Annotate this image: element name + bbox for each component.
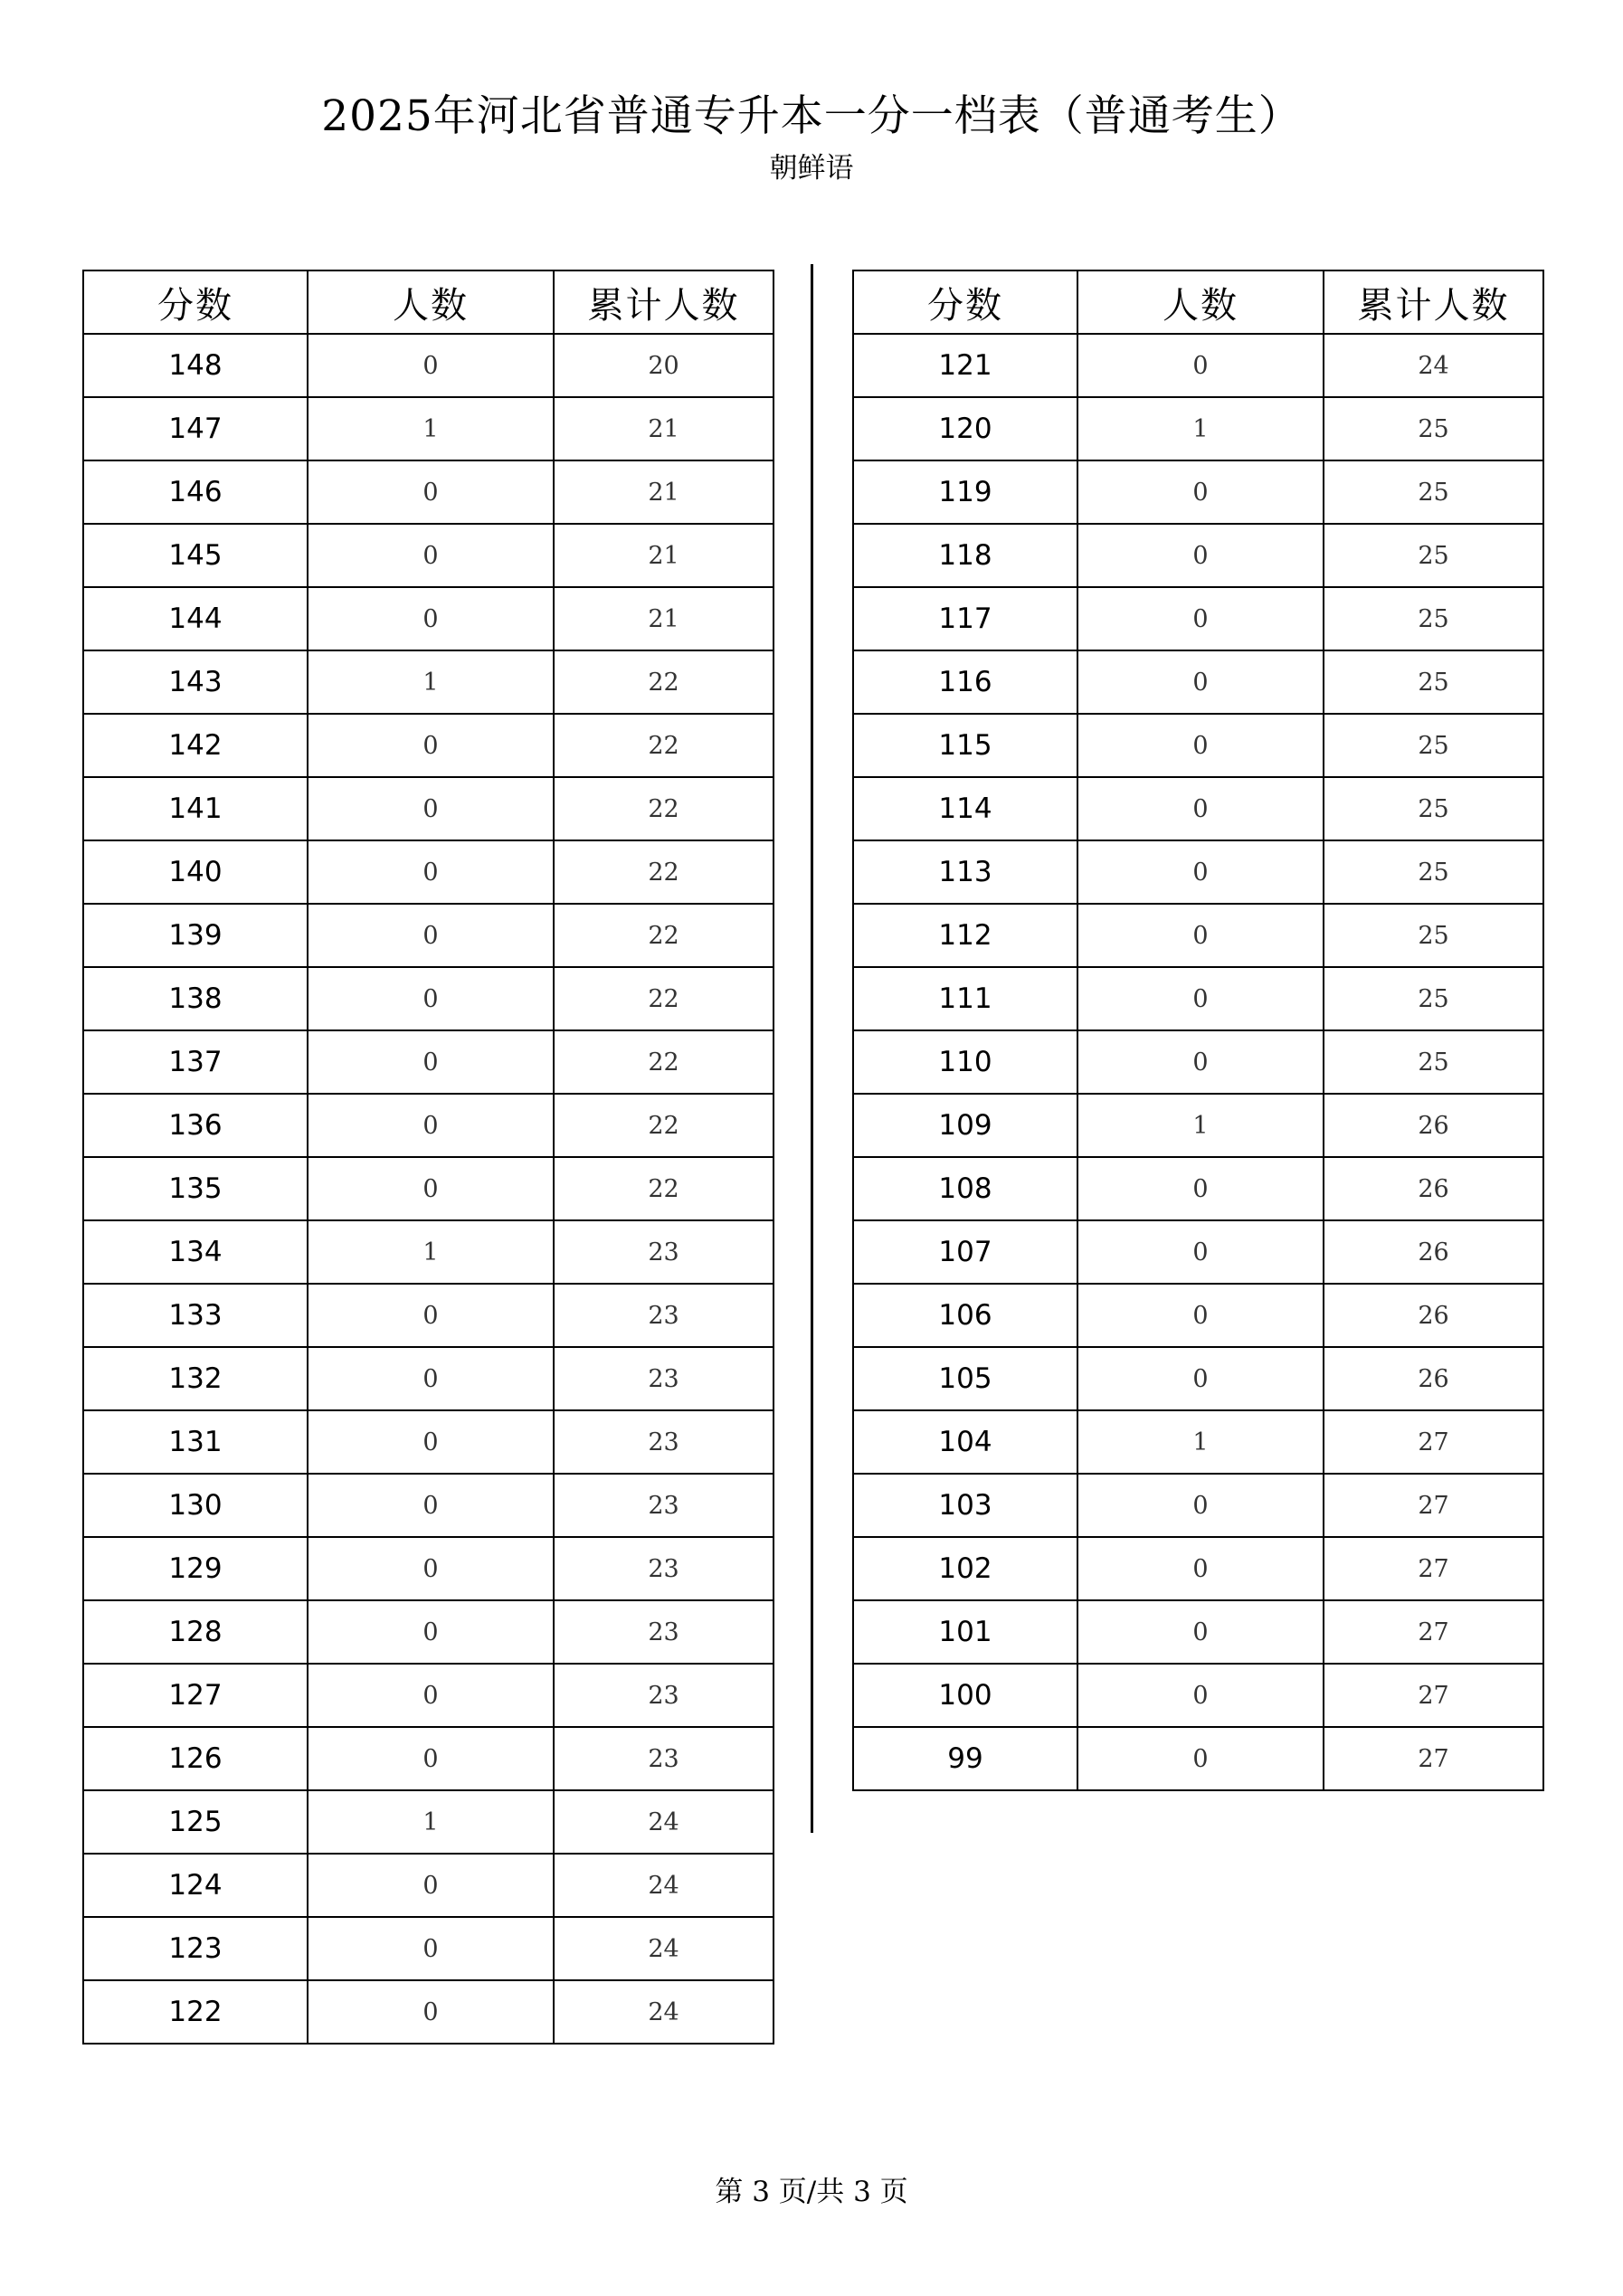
table-row	[853, 1284, 1543, 1347]
count-cell: 0	[308, 1410, 554, 1474]
score-cell: 127	[83, 1664, 308, 1727]
table-row	[83, 1220, 774, 1284]
cumulative-cell: 22	[554, 714, 774, 777]
score-cell: 137	[83, 1030, 308, 1094]
count-cell: 0	[1077, 1474, 1324, 1537]
table-row	[853, 1727, 1543, 1790]
cumulative-cell: 22	[554, 1094, 774, 1157]
count-cell: 1	[1077, 1410, 1324, 1474]
score-cell: 108	[853, 1157, 1077, 1220]
count-cell: 0	[308, 1157, 554, 1220]
header-count: 人数	[308, 270, 554, 334]
score-cell: 123	[83, 1917, 308, 1980]
score-cell: 131	[83, 1410, 308, 1474]
table-row	[83, 967, 774, 1030]
table-row	[853, 334, 1543, 397]
cumulative-cell: 25	[1324, 840, 1543, 904]
cumulative-cell: 23	[554, 1727, 774, 1790]
cumulative-cell: 23	[554, 1220, 774, 1284]
cumulative-cell: 25	[1324, 460, 1543, 524]
score-cell: 143	[83, 650, 308, 714]
score-cell: 116	[853, 650, 1077, 714]
score-cell: 134	[83, 1220, 308, 1284]
table-row	[853, 397, 1543, 460]
score-table-left	[82, 270, 774, 2045]
cumulative-cell: 24	[554, 1790, 774, 1854]
score-cell: 142	[83, 714, 308, 777]
table-row	[83, 1854, 774, 1917]
cumulative-cell: 22	[554, 967, 774, 1030]
table-row	[853, 967, 1543, 1030]
score-cell: 110	[853, 1030, 1077, 1094]
header-score: 分数	[83, 270, 308, 334]
count-cell: 0	[308, 1537, 554, 1600]
table-row	[853, 777, 1543, 840]
count-cell: 0	[1077, 1157, 1324, 1220]
cumulative-cell: 23	[554, 1474, 774, 1537]
table-row	[853, 587, 1543, 650]
cumulative-cell: 26	[1324, 1157, 1543, 1220]
cumulative-cell: 27	[1324, 1537, 1543, 1600]
table-row	[83, 777, 774, 840]
cumulative-cell: 21	[554, 460, 774, 524]
table-row	[853, 524, 1543, 587]
count-cell: 0	[308, 1727, 554, 1790]
cumulative-cell: 23	[554, 1600, 774, 1664]
count-cell: 0	[308, 1917, 554, 1980]
score-cell: 122	[83, 1980, 308, 2044]
count-cell: 0	[1077, 650, 1324, 714]
table-row	[83, 1410, 774, 1474]
cumulative-cell: 27	[1324, 1410, 1543, 1474]
table-row	[83, 1980, 774, 2044]
cumulative-cell: 21	[554, 397, 774, 460]
table-row	[83, 1094, 774, 1157]
cumulative-cell: 22	[554, 1030, 774, 1094]
count-cell: 1	[1077, 1094, 1324, 1157]
cumulative-cell: 24	[554, 1854, 774, 1917]
score-cell: 101	[853, 1600, 1077, 1664]
count-cell: 0	[308, 587, 554, 650]
header-cumulative: 累计人数	[1324, 270, 1543, 334]
score-cell: 124	[83, 1854, 308, 1917]
count-cell: 1	[308, 1790, 554, 1854]
count-cell: 0	[1077, 714, 1324, 777]
score-cell: 104	[853, 1410, 1077, 1474]
count-cell: 0	[1077, 840, 1324, 904]
score-cell: 106	[853, 1284, 1077, 1347]
cumulative-cell: 23	[554, 1347, 774, 1410]
cumulative-cell: 25	[1324, 904, 1543, 967]
score-cell: 128	[83, 1600, 308, 1664]
cumulative-cell: 24	[554, 1980, 774, 2044]
cumulative-cell: 21	[554, 587, 774, 650]
table-row	[853, 1347, 1543, 1410]
table-row	[853, 460, 1543, 524]
score-cell: 130	[83, 1474, 308, 1537]
cumulative-cell: 23	[554, 1284, 774, 1347]
cumulative-cell: 27	[1324, 1474, 1543, 1537]
score-table-right	[852, 270, 1544, 1791]
table-row	[853, 840, 1543, 904]
cumulative-cell: 25	[1324, 524, 1543, 587]
cumulative-cell: 26	[1324, 1347, 1543, 1410]
table-row	[83, 1284, 774, 1347]
header-cumulative: 累计人数	[554, 270, 774, 334]
count-cell: 0	[1077, 1664, 1324, 1727]
cumulative-cell: 27	[1324, 1600, 1543, 1664]
score-cell: 121	[853, 334, 1077, 397]
score-cell: 136	[83, 1094, 308, 1157]
count-cell: 0	[1077, 1220, 1324, 1284]
count-cell: 1	[308, 397, 554, 460]
table-row	[83, 587, 774, 650]
table-row	[853, 1094, 1543, 1157]
page-title: 2025年河北省普通专升本一分一档表（普通考生）	[321, 91, 1302, 141]
score-cell: 114	[853, 777, 1077, 840]
table-row	[83, 1664, 774, 1727]
score-cell: 117	[853, 587, 1077, 650]
table-row	[853, 1537, 1543, 1600]
cumulative-cell: 23	[554, 1664, 774, 1727]
score-cell: 120	[853, 397, 1077, 460]
score-cell: 100	[853, 1664, 1077, 1727]
table-header-row	[853, 270, 1543, 334]
cumulative-cell: 25	[1324, 1030, 1543, 1094]
count-cell: 0	[308, 714, 554, 777]
score-cell: 112	[853, 904, 1077, 967]
count-cell: 1	[1077, 397, 1324, 460]
score-cell: 138	[83, 967, 308, 1030]
count-cell: 0	[1077, 460, 1324, 524]
cumulative-cell: 25	[1324, 587, 1543, 650]
table-row	[83, 904, 774, 967]
table-row	[83, 1030, 774, 1094]
subject-subtitle: 朝鲜语	[769, 152, 854, 185]
table-row	[853, 1474, 1543, 1537]
cumulative-cell: 25	[1324, 714, 1543, 777]
count-cell: 0	[1077, 1030, 1324, 1094]
table-row	[83, 334, 774, 397]
count-cell: 1	[308, 650, 554, 714]
table-body-left	[83, 334, 774, 2044]
table-row	[853, 1664, 1543, 1727]
header-count: 人数	[1077, 270, 1324, 334]
score-cell: 118	[853, 524, 1077, 587]
score-cell: 145	[83, 524, 308, 587]
score-cell: 113	[853, 840, 1077, 904]
count-cell: 0	[308, 1664, 554, 1727]
table-row	[853, 1220, 1543, 1284]
count-cell: 0	[1077, 587, 1324, 650]
count-cell: 0	[1077, 1600, 1324, 1664]
cumulative-cell: 25	[1324, 967, 1543, 1030]
score-cell: 99	[853, 1727, 1077, 1790]
page-footer: 第 3 页/共 3 页	[715, 2176, 908, 2208]
cumulative-cell: 24	[554, 1917, 774, 1980]
count-cell: 0	[308, 334, 554, 397]
table-row	[853, 714, 1543, 777]
cumulative-cell: 26	[1324, 1220, 1543, 1284]
cumulative-cell: 23	[554, 1410, 774, 1474]
cumulative-cell: 26	[1324, 1094, 1543, 1157]
header-score: 分数	[853, 270, 1077, 334]
table-row	[83, 714, 774, 777]
score-cell: 140	[83, 840, 308, 904]
cumulative-cell: 21	[554, 524, 774, 587]
table-header-row	[83, 270, 774, 334]
table-row	[853, 904, 1543, 967]
score-cell: 139	[83, 904, 308, 967]
count-cell: 0	[308, 777, 554, 840]
count-cell: 0	[308, 1474, 554, 1537]
count-cell: 0	[308, 1284, 554, 1347]
cumulative-cell: 25	[1324, 777, 1543, 840]
count-cell: 0	[308, 460, 554, 524]
table-row	[83, 1347, 774, 1410]
table-row	[83, 840, 774, 904]
cumulative-cell: 20	[554, 334, 774, 397]
count-cell: 0	[308, 524, 554, 587]
table-row	[853, 1030, 1543, 1094]
table-row	[83, 1727, 774, 1790]
score-cell: 132	[83, 1347, 308, 1410]
count-cell: 0	[1077, 1284, 1324, 1347]
score-cell: 126	[83, 1727, 308, 1790]
score-cell: 146	[83, 460, 308, 524]
table-row	[83, 1790, 774, 1854]
table-row	[853, 1600, 1543, 1664]
cumulative-cell: 22	[554, 1157, 774, 1220]
score-cell: 105	[853, 1347, 1077, 1410]
cumulative-cell: 23	[554, 1537, 774, 1600]
score-cell: 111	[853, 967, 1077, 1030]
count-cell: 0	[1077, 1727, 1324, 1790]
table-row	[83, 1537, 774, 1600]
count-cell: 0	[1077, 524, 1324, 587]
table-row	[83, 1157, 774, 1220]
score-cell: 135	[83, 1157, 308, 1220]
table-row	[853, 1157, 1543, 1220]
score-cell: 125	[83, 1790, 308, 1854]
table-body-right	[853, 334, 1543, 1790]
cumulative-cell: 22	[554, 840, 774, 904]
cumulative-cell: 26	[1324, 1284, 1543, 1347]
cumulative-cell: 25	[1324, 650, 1543, 714]
table-row	[83, 1474, 774, 1537]
count-cell: 0	[308, 1600, 554, 1664]
cumulative-cell: 27	[1324, 1727, 1543, 1790]
column-divider	[811, 264, 813, 1833]
count-cell: 0	[1077, 967, 1324, 1030]
score-cell: 115	[853, 714, 1077, 777]
count-cell: 0	[308, 1854, 554, 1917]
count-cell: 0	[308, 1094, 554, 1157]
table-row	[83, 1600, 774, 1664]
cumulative-cell: 25	[1324, 397, 1543, 460]
score-cell: 102	[853, 1537, 1077, 1600]
score-cell: 119	[853, 460, 1077, 524]
cumulative-cell: 22	[554, 904, 774, 967]
count-cell: 0	[308, 1347, 554, 1410]
table-row	[83, 460, 774, 524]
score-cell: 144	[83, 587, 308, 650]
score-cell: 147	[83, 397, 308, 460]
cumulative-cell: 22	[554, 650, 774, 714]
count-cell: 1	[308, 1220, 554, 1284]
score-cell: 109	[853, 1094, 1077, 1157]
table-row	[83, 650, 774, 714]
table-row	[83, 524, 774, 587]
count-cell: 0	[1077, 334, 1324, 397]
cumulative-cell: 22	[554, 777, 774, 840]
count-cell: 0	[308, 1030, 554, 1094]
count-cell: 0	[1077, 904, 1324, 967]
cumulative-cell: 24	[1324, 334, 1543, 397]
table-row	[83, 1917, 774, 1980]
count-cell: 0	[308, 967, 554, 1030]
score-cell: 129	[83, 1537, 308, 1600]
score-cell: 148	[83, 334, 308, 397]
score-cell: 141	[83, 777, 308, 840]
count-cell: 0	[1077, 1347, 1324, 1410]
table-row	[83, 397, 774, 460]
count-cell: 0	[1077, 1537, 1324, 1600]
count-cell: 0	[1077, 777, 1324, 840]
count-cell: 0	[308, 1980, 554, 2044]
count-cell: 0	[308, 904, 554, 967]
table-row	[853, 650, 1543, 714]
table-row	[853, 1410, 1543, 1474]
cumulative-cell: 27	[1324, 1664, 1543, 1727]
score-cell: 133	[83, 1284, 308, 1347]
score-cell: 103	[853, 1474, 1077, 1537]
count-cell: 0	[308, 840, 554, 904]
score-cell: 107	[853, 1220, 1077, 1284]
